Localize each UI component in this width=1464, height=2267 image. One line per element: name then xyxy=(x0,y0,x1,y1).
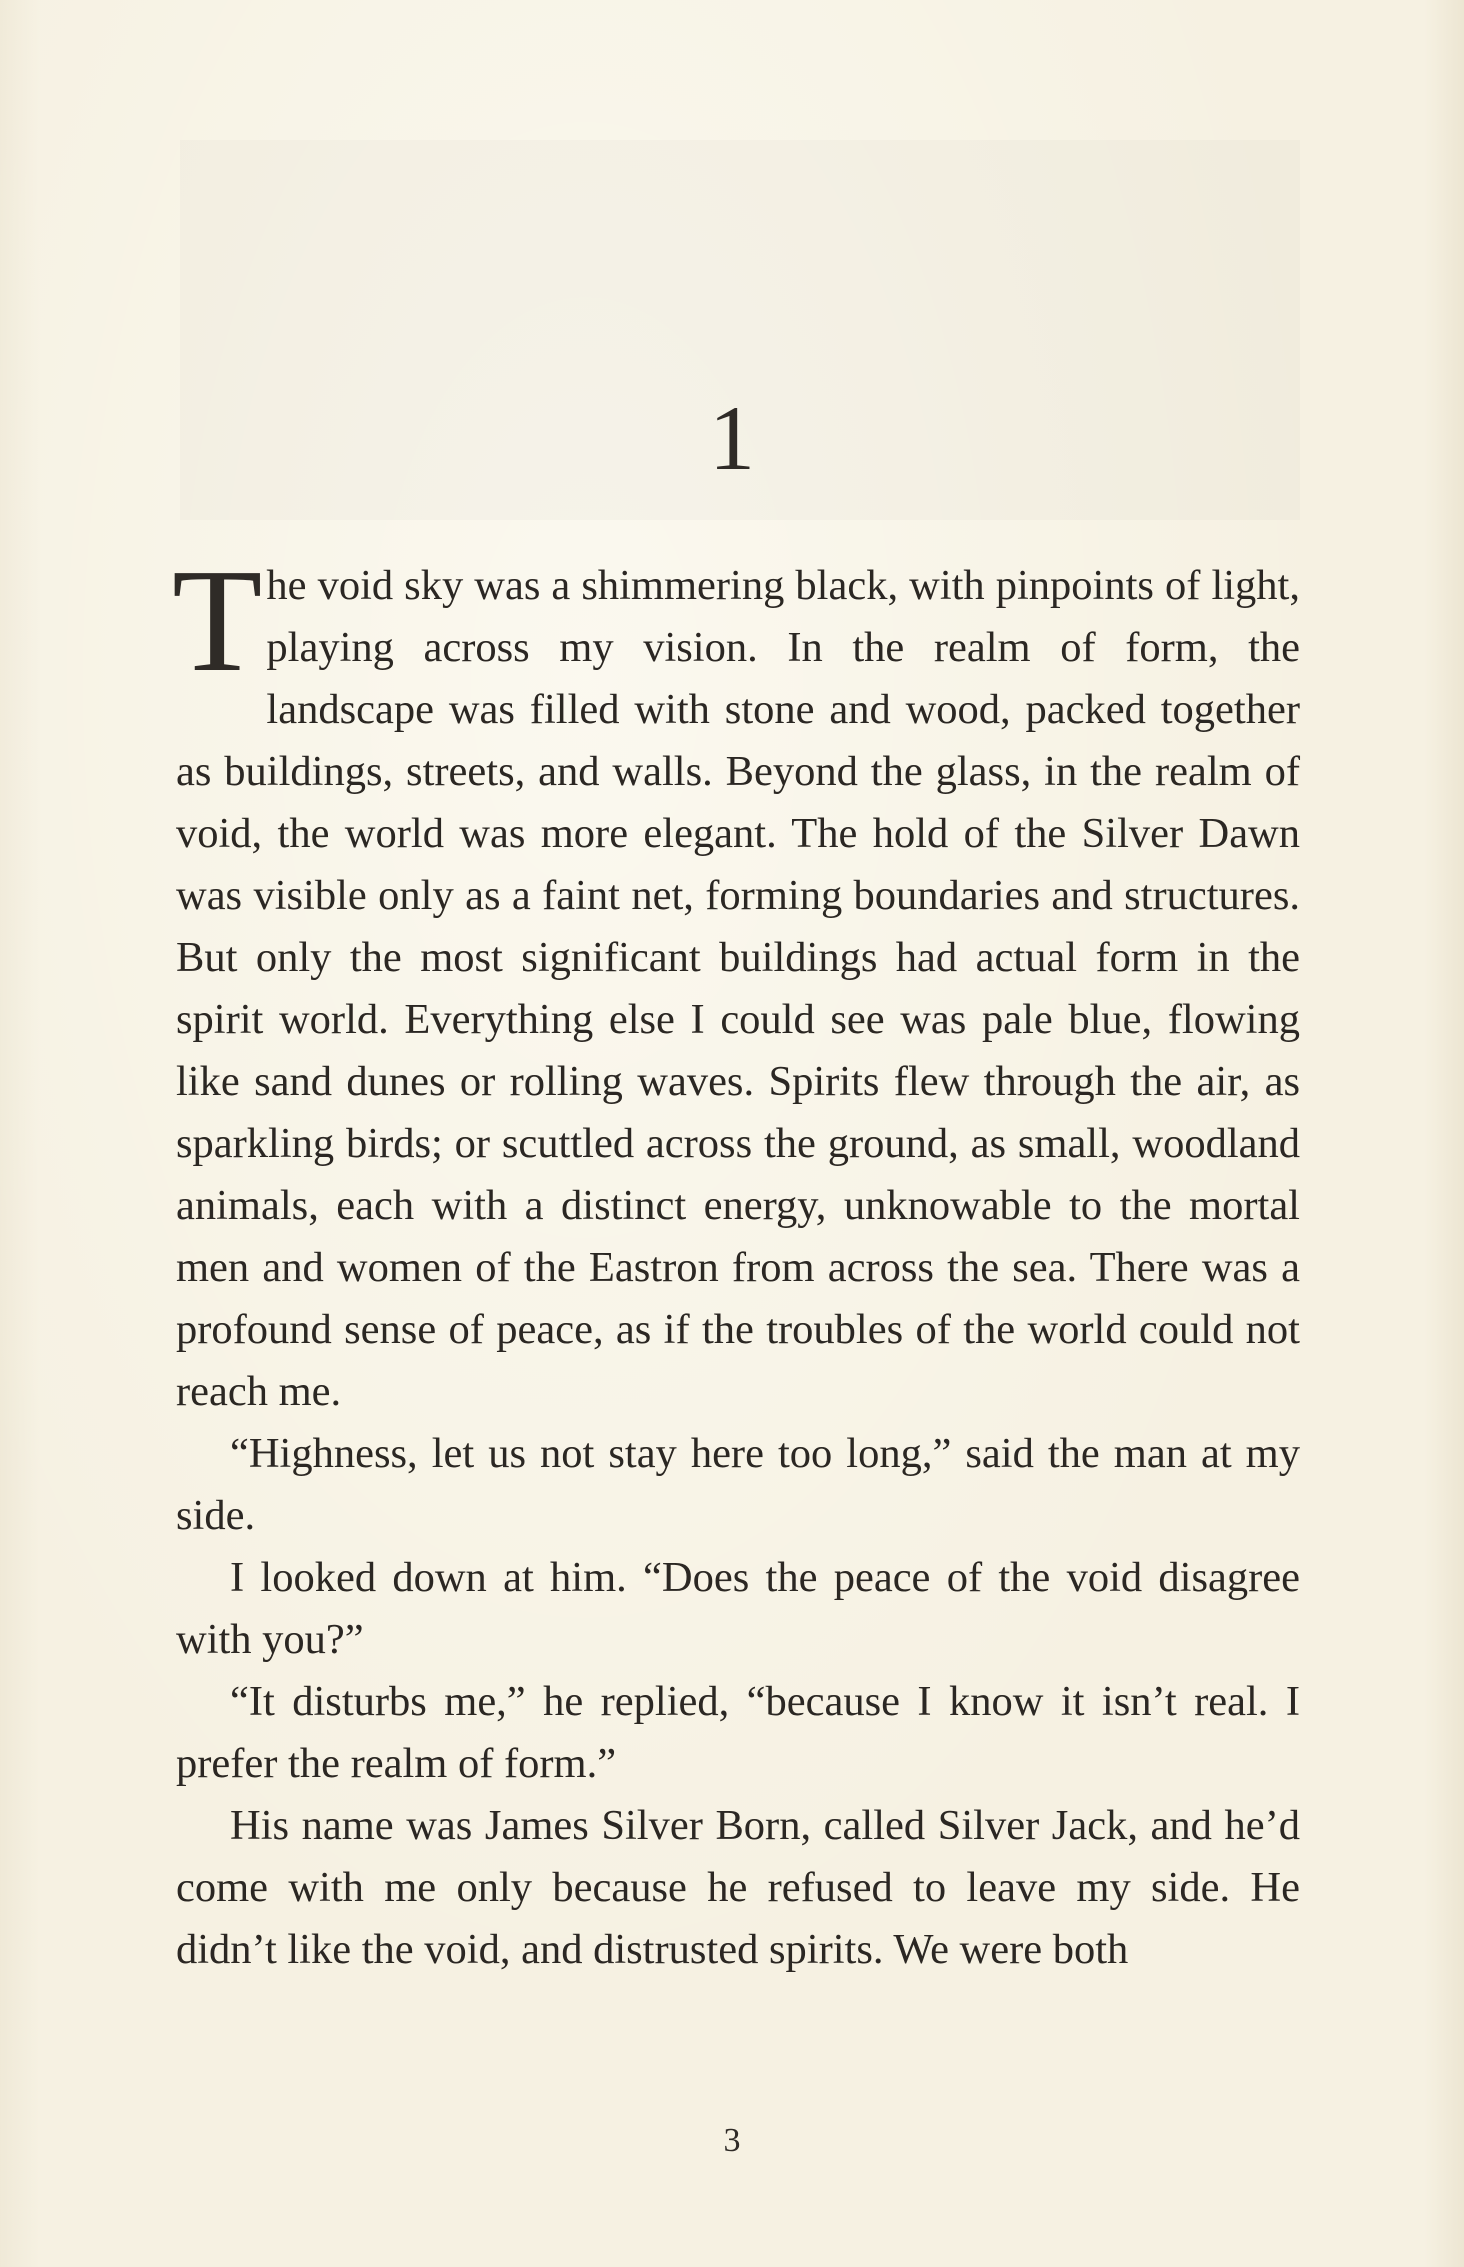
paragraph-4: “It disturbs me,” he replied, “because I know it isn’t real. I prefer the realm of form.” xyxy=(176,1678,1300,1787)
chapter-number: 1 xyxy=(709,386,755,489)
paragraph-2: “Highness, let us not stay here too long,” said the man at my side. xyxy=(176,1430,1300,1539)
paragraph-1 xyxy=(172,539,1300,1423)
paragraph-1-text: he void sky was a shimmering black, with pinpoints of light, playing across my vision. In the realm of form, the landscape was filled with stone and wood, packed together as buildings, streets, and walls. Beyond the glass, in the realm of void, the world was more elegant. The hold of the Silver Dawn was visible only as a faint net, forming boundaries and structures. But only the most significant buildings had actual form in the spirit world. Everything else I could see was pale blue, flowing like sand dunes or rolling waves. Spirits flew through the air, as sparkling birds; or scuttled across the ground, as small, woodland animals, each with a distinct energy, unknowable to the mortal men and women of the Eastron from across the sea. There was a profound sense of peace, as if the troubles of the world could not reach me. xyxy=(176,562,1300,1415)
paragraph-5: His name was James Silver Born, called Silver Jack, and he’d come with me only because he refused to leave my side. He didn’t like the void, and distrusted spirits. We were both xyxy=(176,1802,1300,1973)
body-text xyxy=(172,539,1300,1981)
drop-cap: T xyxy=(172,539,263,703)
page-number: 3 xyxy=(723,2122,741,2159)
paragraph-3: I looked down at him. “Does the peace of the void disagree with you?” xyxy=(176,1554,1300,1663)
